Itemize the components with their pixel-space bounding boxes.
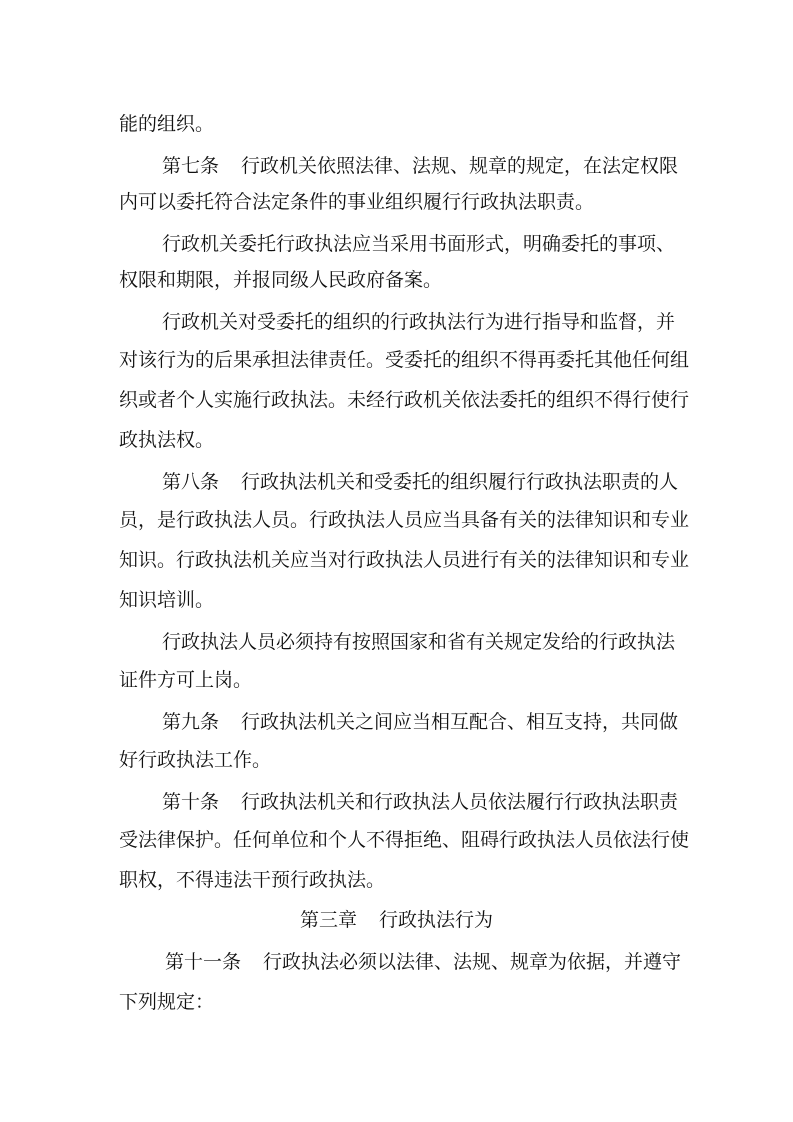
line-text: 职权，不得违法干预行政执法。 (119, 869, 386, 891)
text-line (119, 388, 690, 412)
text-line (119, 748, 679, 772)
article-10-line-1 (162, 790, 682, 814)
line-text: 行政机关依照法律、法规、规章的规定，在法定权限 (241, 155, 679, 177)
text-line (162, 630, 682, 654)
text-line (119, 268, 679, 292)
text-line (119, 112, 679, 136)
article-number: 第八条 (162, 471, 220, 493)
line-text: 知识。行政执法机关应当对行政执法人员进行有关的法律知识和专业 (119, 549, 690, 571)
article-7-line-1 (162, 154, 682, 178)
chapter-title: 行政执法行为 (379, 909, 494, 931)
line-text: 行政机关委托行政执法应当采用书面形式，明确委托的事项、 (162, 233, 676, 255)
line-text: 知识培训。 (119, 589, 215, 611)
text-line (119, 428, 679, 452)
text-line (119, 190, 679, 214)
chapter-heading (0, 908, 793, 932)
line-text: 权限和期限，并报同级人民政府备案。 (119, 269, 443, 291)
article-8-line-1 (162, 470, 682, 494)
line-text: 好行政执法工作。 (119, 749, 272, 771)
text-line (119, 828, 690, 852)
text-line (162, 310, 682, 334)
chapter-number: 第三章 (299, 909, 357, 931)
text-line (119, 990, 679, 1014)
line-text: 内可以委托符合法定条件的事业组织履行行政执法职责。 (119, 191, 595, 213)
line-text: 行政机关对受委托的组织的行政执法行为进行指导和监督，并 (162, 311, 676, 333)
line-text: 行政执法必须以法律、法规、规章为依据，并遵守 (263, 951, 682, 973)
article-number: 第九条 (162, 711, 220, 733)
line-text: 行政执法人员必须持有按照国家和省有关规定发给的行政执法 (162, 631, 676, 653)
line-text: 能的组织。 (119, 113, 215, 135)
line-text: 员，是行政执法人员。行政执法人员应当具备有关的法律知识和专业 (119, 509, 690, 531)
text-line (119, 508, 690, 532)
text-line (119, 668, 679, 692)
article-number: 第十条 (162, 791, 220, 813)
line-text: 证件方可上岗。 (119, 669, 253, 691)
line-text: 织或者个人实施行政执法。未经行政机关依法委托的组织不得行使行 (119, 389, 690, 411)
line-text: 对该行为的后果承担法律责任。受委托的组织不得再委托其他任何组 (119, 349, 690, 371)
article-11-line-1 (165, 950, 685, 974)
line-text: 行政执法机关和受委托的组织履行行政执法职责的人 (241, 471, 679, 493)
line-text: 受法律保护。任何单位和个人不得拒绝、阻碍行政执法人员依法行使 (119, 829, 690, 851)
line-text: 政执法权。 (119, 429, 215, 451)
line-text: 下列规定： (119, 991, 215, 1013)
text-line (119, 588, 679, 612)
article-number: 第十一条 (165, 951, 242, 973)
article-9-line-1 (162, 710, 682, 734)
article-number: 第七条 (162, 155, 220, 177)
text-line (162, 232, 682, 256)
text-line (119, 548, 690, 572)
line-text: 行政执法机关之间应当相互配合、相互支持，共同做 (241, 711, 679, 733)
text-line (119, 868, 679, 892)
line-text: 行政执法机关和行政执法人员依法履行行政执法职责 (241, 791, 679, 813)
text-line (119, 348, 690, 372)
